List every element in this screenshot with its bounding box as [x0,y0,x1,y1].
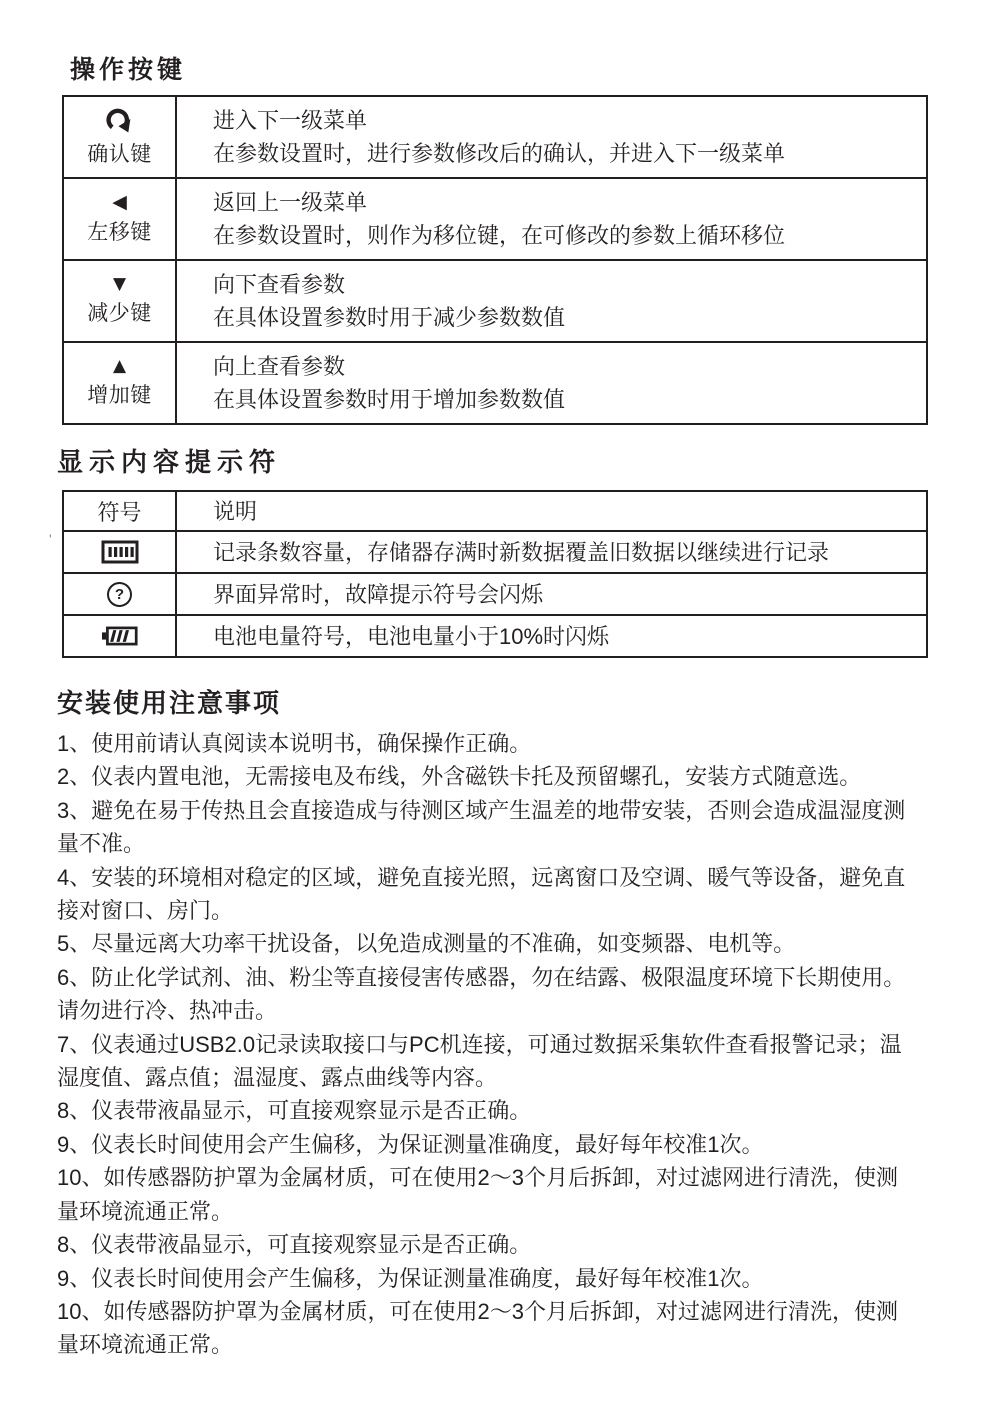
note-line: 5、尽量远离大功率干扰设备，以免造成测量的不准确，如变频器、电机等。 [57,931,796,957]
note-line: 8、仪表带液晶显示，可直接观察显示是否正确。 [57,1232,532,1258]
table-row [64,341,926,423]
note-line: 量环境流通正常。 [57,1198,234,1224]
key-name-label: 左移键 [87,220,152,244]
section-title-operation-keys: 操作按键 [70,56,187,84]
fault-question-icon: ? [107,582,132,607]
note-line: 量环境流通正常。 [57,1332,234,1358]
key-description-line: 在具体设置参数时用于减少参数数值 [213,305,566,330]
key-description-line: 在参数设置时，进行参数修改后的确认，并进入下一级菜单 [213,141,786,166]
table-header-row [64,492,926,530]
table-row [64,572,926,614]
symbol-description: 界面异常时，故障提示符号会闪烁 [213,581,544,607]
section-title-display-symbols: 显示内容提示符 [57,447,282,477]
note-line: 量不准。 [57,831,146,857]
note-line: 4、安装的环境相对稳定的区域，避免直接光照，远离窗口及空调、暖气等设备，避免直 [57,864,906,890]
note-line: 3、避免在易于传热且会直接造成与待测区域产生温差的地带安装，否则会造成温湿度测 [57,797,906,823]
description-column-header: 说明 [213,498,258,524]
table-row [64,177,926,259]
note-line: 请勿进行冷、热冲击。 [57,998,278,1024]
key-description-line: 返回上一级菜单 [213,190,368,215]
note-line: 接对窗口、房门。 [57,898,234,924]
key-description-line: 向下查看参数 [213,272,346,297]
scan-artifact-mark: ' [49,531,52,547]
note-line: 10、如传感器防护罩为金属材质，可在使用2～3个月后拆卸，对过滤网进行清洗，使测 [57,1298,898,1324]
note-line: 9、仪表长时间使用会产生偏移，为保证测量准确度，最好每年校准1次。 [57,1131,764,1157]
symbol-description: 记录条数容量，存储器存满时新数据覆盖旧数据以继续进行记录 [213,539,830,565]
installation-notes-list [57,727,945,1362]
symbol-description: 电池电量符号，电池电量小于10%时闪烁 [213,623,610,649]
table-row [64,97,926,177]
display-symbols-table [62,490,928,658]
note-line: 9、仪表长时间使用会产生偏移，为保证测量准确度，最好每年校准1次。 [57,1265,764,1291]
left-arrow-icon: ◀ [112,190,127,213]
up-arrow-icon: ▲ [112,355,127,376]
note-line: 8、仪表带液晶显示，可直接观察显示是否正确。 [57,1098,532,1124]
note-line: 6、防止化学试剂、油、粉尘等直接侵害传感器，勿在结露、极限温度环境下长期使用。 [57,964,906,990]
note-line: 1、使用前请认真阅读本说明书，确保操作正确。 [57,731,532,756]
operation-keys-table [62,95,928,425]
note-line: 2、仪表内置电池，无需接电及布线，外含磁铁卡托及预留螺孔，安装方式随意选。 [57,764,862,790]
battery-icon [102,626,138,646]
key-description-line: 进入下一级菜单 [213,108,368,133]
key-name-label: 减少键 [87,301,152,325]
section-title-installation-notes: 安装使用注意事项 [57,688,282,718]
key-description-line: 向上查看参数 [213,354,346,379]
note-line: 10、如传感器防护罩为金属材质，可在使用2～3个月后拆卸，对过滤网进行清洗，使测 [57,1165,898,1191]
key-description-line: 在参数设置时，则作为移位键，在可修改的参数上循环移位 [213,223,786,248]
down-arrow-icon: ▼ [112,273,127,294]
note-line: 湿度值、露点值；温湿度、露点曲线等内容。 [57,1065,498,1091]
key-name-label: 确认键 [87,142,152,166]
key-name-label: 增加键 [87,383,152,407]
record-capacity-icon [101,540,139,564]
note-line: 7、仪表通过USB2.0记录读取接口与PC机连接，可通过数据采集软件查看报警记录；温 [57,1031,902,1057]
table-row [64,530,926,572]
key-description-line: 在具体设置参数时用于增加参数数值 [213,387,566,412]
table-row [64,259,926,341]
table-row [64,614,926,656]
symbol-column-header: 符号 [64,492,177,530]
confirm-key-icon [105,107,135,134]
